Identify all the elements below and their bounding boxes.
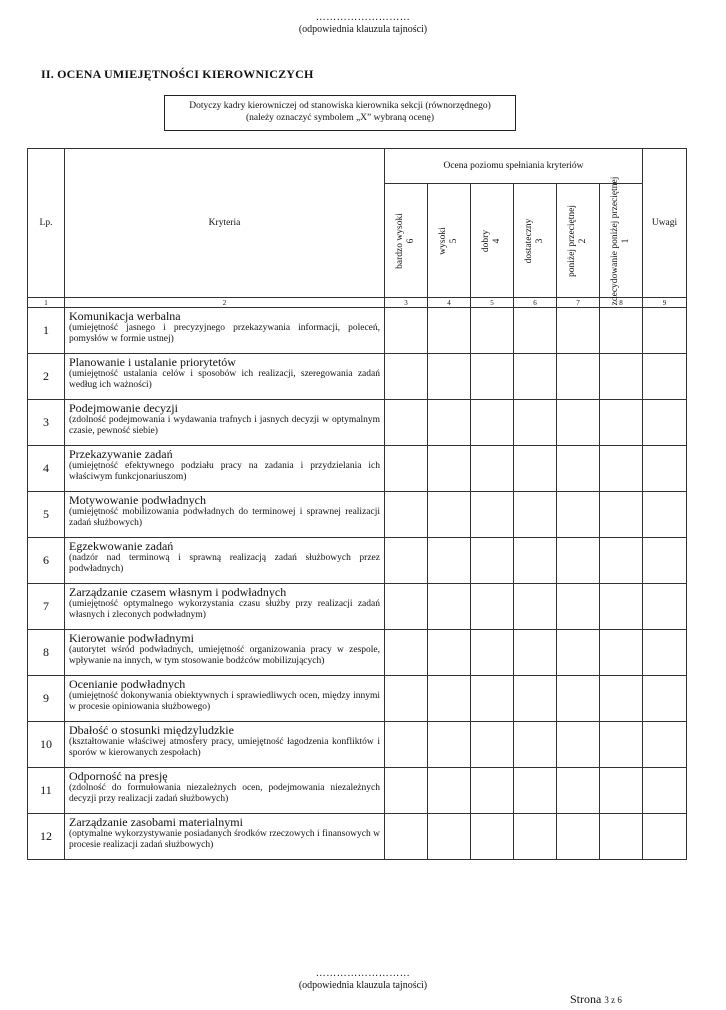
page-info: 3 z 6 [604,995,622,1005]
grade-mark-cell[interactable] [471,354,514,400]
grade-mark-cell[interactable] [471,676,514,722]
remarks-cell[interactable] [643,676,687,722]
criterion-description: (autorytet wśród podwładnych, umiejętność organizowania pracy w zespole, wpływanie na innych, w tym stosowanie bodźców mobilizujących) [69,645,380,666]
grade-mark-cell[interactable] [514,768,557,814]
grade-mark-cell[interactable] [600,308,643,354]
scope-note-line-2: (należy oznaczyć symbolem „X” wybraną ocenę) [245,113,435,123]
remarks-cell[interactable] [643,722,687,768]
grade-mark-cell[interactable] [471,768,514,814]
table-row [28,446,687,492]
criterion-description: (umiejętność mobilizowania podwładnych do terminowej i sprawnej realizacji zadań służbowych) [69,507,380,528]
grade-mark-cell[interactable] [514,630,557,676]
row-criterion [65,446,385,492]
criterion-title: Zarządzanie zasobami materialnymi [69,815,243,829]
assessment-table [27,148,687,860]
table-row [28,814,687,860]
grade-mark-cell[interactable] [514,354,557,400]
grade-mark-cell[interactable] [514,814,557,860]
clause-text: (odpowiednia klauzula tajności) [298,24,428,35]
grade-mark-cell[interactable] [428,308,471,354]
grade-mark-cell[interactable] [600,354,643,400]
grade-mark-cell[interactable] [557,492,600,538]
grade-mark-cell[interactable] [557,722,600,768]
grade-value: 5 [449,238,459,243]
grade-mark-cell[interactable] [428,676,471,722]
grade-mark-cell[interactable] [600,584,643,630]
criterion-title: Podejmowanie decyzji [69,401,178,415]
grade-value: 1 [621,238,631,243]
row-lp: 5 [28,492,65,538]
table-header-row-1 [28,149,687,184]
section-title: II. OCENA UMIEJĘTNOŚCI KIEROWNICZYCH [41,67,314,81]
grade-mark-cell[interactable] [557,768,600,814]
grade-value: 2 [578,238,588,243]
column-number: 7 [557,298,600,308]
grade-mark-cell[interactable] [385,722,428,768]
grade-mark-cell[interactable] [557,584,600,630]
column-number: 3 [385,298,428,308]
grade-mark-cell[interactable] [557,308,600,354]
grade-mark-cell[interactable] [385,584,428,630]
grade-mark-cell[interactable] [514,538,557,584]
table-row [28,354,687,400]
row-lp: 4 [28,446,65,492]
grade-mark-cell[interactable] [471,308,514,354]
row-criterion [65,400,385,446]
header-ocena: Ocena poziomu spełniania kryteriów [385,149,643,184]
grade-mark-cell[interactable] [514,400,557,446]
grade-mark-cell[interactable] [514,308,557,354]
row-criterion [65,354,385,400]
grade-header-6 [385,184,428,298]
grade-value: 6 [406,238,416,243]
grade-header-5 [428,184,471,298]
row-criterion [65,676,385,722]
grade-mark-cell[interactable] [385,814,428,860]
grade-header-4 [471,184,514,298]
top-classification-clause [0,12,726,36]
grade-mark-cell[interactable] [557,538,600,584]
criterion-title: Przekazywanie zadań [69,447,173,461]
row-criterion [65,630,385,676]
scope-note-line-1: Dotyczy kadry kierowniczej od stanowiska kierownika sekcji (równorzędnego) [189,101,491,111]
grade-mark-cell[interactable] [600,630,643,676]
remarks-cell[interactable] [643,400,687,446]
criterion-description: (umiejętność ustalania celów i sposobów ich realizacji, szeregowania zadań według ich ważności) [69,369,380,390]
grade-mark-cell[interactable] [600,722,643,768]
criterion-description: (umiejętność jasnego i precyzyjnego przekazywania informacji, poleceń, pomysłów w formie ustnej) [69,323,380,344]
row-lp: 7 [28,584,65,630]
row-criterion [65,308,385,354]
grade-mark-cell[interactable] [557,446,600,492]
grade-mark-cell[interactable] [600,676,643,722]
criterion-title: Motywowanie podwładnych [69,493,206,507]
criterion-description: (kształtowanie właściwej atmosfery pracy, umiejętność łagodzenia konfliktów i sporów w kierowanych zespołach) [69,737,380,758]
criterion-title: Ocenianie podwładnych [69,677,186,691]
grade-mark-cell[interactable] [385,354,428,400]
header-lp: Lp. [28,149,65,298]
grade-mark-cell[interactable] [600,492,643,538]
row-lp: 11 [28,768,65,814]
criterion-description: (umiejętność efektywnego podziału pracy na zadania i przydzielania ich właściwym funkcjonariuszom) [69,461,380,482]
column-number: 9 [643,298,687,308]
grade-mark-cell[interactable] [514,446,557,492]
grade-mark-cell[interactable] [385,676,428,722]
table-row [28,630,687,676]
table-row [28,400,687,446]
column-number: 4 [428,298,471,308]
column-number: 6 [514,298,557,308]
header-kryteria: Kryteria [65,149,385,298]
remarks-cell[interactable] [643,584,687,630]
grade-mark-cell[interactable] [471,400,514,446]
table-row [28,584,687,630]
grade-mark-cell[interactable] [557,354,600,400]
grade-mark-cell[interactable] [557,814,600,860]
grade-mark-cell[interactable] [471,814,514,860]
row-lp: 3 [28,400,65,446]
grade-mark-cell[interactable] [514,676,557,722]
column-number: 5 [471,298,514,308]
grade-mark-cell[interactable] [514,492,557,538]
bottom-classification-clause [0,968,726,992]
criterion-title: Dbałość o stosunki międzyludzkie [69,723,234,737]
criterion-description: (zdolność podejmowania i wydawania trafnych i jasnych decyzji w optymalnym czasie, pewność siebie) [69,415,380,436]
remarks-cell[interactable] [643,446,687,492]
row-lp: 9 [28,676,65,722]
grade-mark-cell[interactable] [385,492,428,538]
grade-mark-cell[interactable] [514,584,557,630]
table-row [28,676,687,722]
row-lp: 6 [28,538,65,584]
page-word: Strona [570,992,602,1006]
criterion-title: Odporność na presję [69,769,168,783]
row-lp: 1 [28,308,65,354]
grade-mark-cell[interactable] [471,446,514,492]
table-row [28,308,687,354]
criterion-title: Zarządzanie czasem własnym i podwładnych [69,585,287,599]
grade-mark-cell[interactable] [557,630,600,676]
row-lp: 10 [28,722,65,768]
row-criterion [65,722,385,768]
grade-label: bardzo wysoki [395,212,405,269]
criterion-title: Kierowanie podwładnymi [69,631,194,645]
column-number: 8 [600,298,643,308]
column-number: 2 [65,298,385,308]
grade-mark-cell[interactable] [600,400,643,446]
row-criterion [65,814,385,860]
row-lp: 2 [28,354,65,400]
table-row [28,768,687,814]
table-row [28,538,687,584]
criterion-title: Egzekwowanie zadań [69,539,174,553]
remarks-cell[interactable] [643,354,687,400]
grade-mark-cell[interactable] [385,538,428,584]
row-criterion [65,768,385,814]
grade-mark-cell[interactable] [471,722,514,768]
grade-value: 4 [492,238,502,243]
grade-mark-cell[interactable] [385,768,428,814]
row-lp: 12 [28,814,65,860]
grade-header-3 [514,184,557,298]
grade-mark-cell[interactable] [600,538,643,584]
row-lp: 8 [28,630,65,676]
remarks-cell[interactable] [643,492,687,538]
criterion-title: Komunikacja werbalna [69,309,181,323]
grade-mark-cell[interactable] [428,768,471,814]
grade-label: dostateczny [524,218,534,263]
grade-mark-cell[interactable] [600,446,643,492]
row-criterion [65,492,385,538]
criterion-description: (umiejętność dokonywania obiektywnych i sprawiedliwych ocen, między innymi w procesie opiniowania służbowego) [69,691,380,712]
criterion-description: (optymalne wykorzystywanie posiadanych środków rzeczowych i finansowych w procesie realizacji zadań służbowych) [69,829,380,850]
grade-header-2 [557,184,600,298]
grade-mark-cell[interactable] [385,308,428,354]
remarks-cell[interactable] [643,538,687,584]
grade-label: poniżej przeciętnej [567,204,577,277]
criterion-description: (nadzór nad terminową i sprawną realizacją zadań służbowych przez podwładnych) [69,553,380,574]
remarks-cell[interactable] [643,768,687,814]
criterion-description: (zdolność do formułowania niezależnych ocen, podejmowania niezależnych decyzji przy realizacji zadań służbowych) [69,783,380,804]
table-row [28,492,687,538]
grade-value: 3 [535,238,545,243]
row-criterion [65,538,385,584]
grade-header-1 [600,176,643,305]
grade-mark-cell[interactable] [385,446,428,492]
grade-mark-cell[interactable] [600,814,643,860]
column-number-row [28,298,687,308]
grade-label: dobry [481,229,491,252]
clause-text: (odpowiednia klauzula tajności) [298,980,428,991]
grade-mark-cell[interactable] [471,538,514,584]
remarks-cell[interactable] [643,630,687,676]
grade-mark-cell[interactable] [428,722,471,768]
clause-dots: ……………………… [315,12,411,23]
grade-mark-cell[interactable] [514,722,557,768]
remarks-cell[interactable] [643,814,687,860]
page-number [570,992,622,1007]
criterion-title: Planowanie i ustalanie priorytetów [69,355,236,369]
grade-mark-cell[interactable] [428,492,471,538]
grade-label: zdecydowanie poniżej przeciętnej [610,176,620,305]
grade-mark-cell[interactable] [471,492,514,538]
clause-dots: ……………………… [315,968,411,979]
grade-mark-cell[interactable] [428,584,471,630]
grade-mark-cell[interactable] [385,400,428,446]
grade-label: wysoki [438,226,448,255]
grade-mark-cell[interactable] [428,814,471,860]
grade-mark-cell[interactable] [385,630,428,676]
header-uwagi: Uwagi [643,149,687,298]
grade-mark-cell[interactable] [428,446,471,492]
remarks-cell[interactable] [643,308,687,354]
grade-mark-cell[interactable] [428,400,471,446]
column-number: 1 [28,298,65,308]
grade-mark-cell[interactable] [428,354,471,400]
grade-mark-cell[interactable] [428,630,471,676]
row-criterion [65,584,385,630]
grade-mark-cell[interactable] [557,400,600,446]
grade-mark-cell[interactable] [471,584,514,630]
grade-mark-cell[interactable] [557,676,600,722]
grade-mark-cell[interactable] [600,768,643,814]
grade-mark-cell[interactable] [428,538,471,584]
scope-note-box [164,95,516,131]
criterion-description: (umiejętność optymalnego wykorzystania czasu służby przy realizacji zadań własnych i zleconych podwładnym) [69,599,380,620]
table-row [28,722,687,768]
grade-mark-cell[interactable] [471,630,514,676]
